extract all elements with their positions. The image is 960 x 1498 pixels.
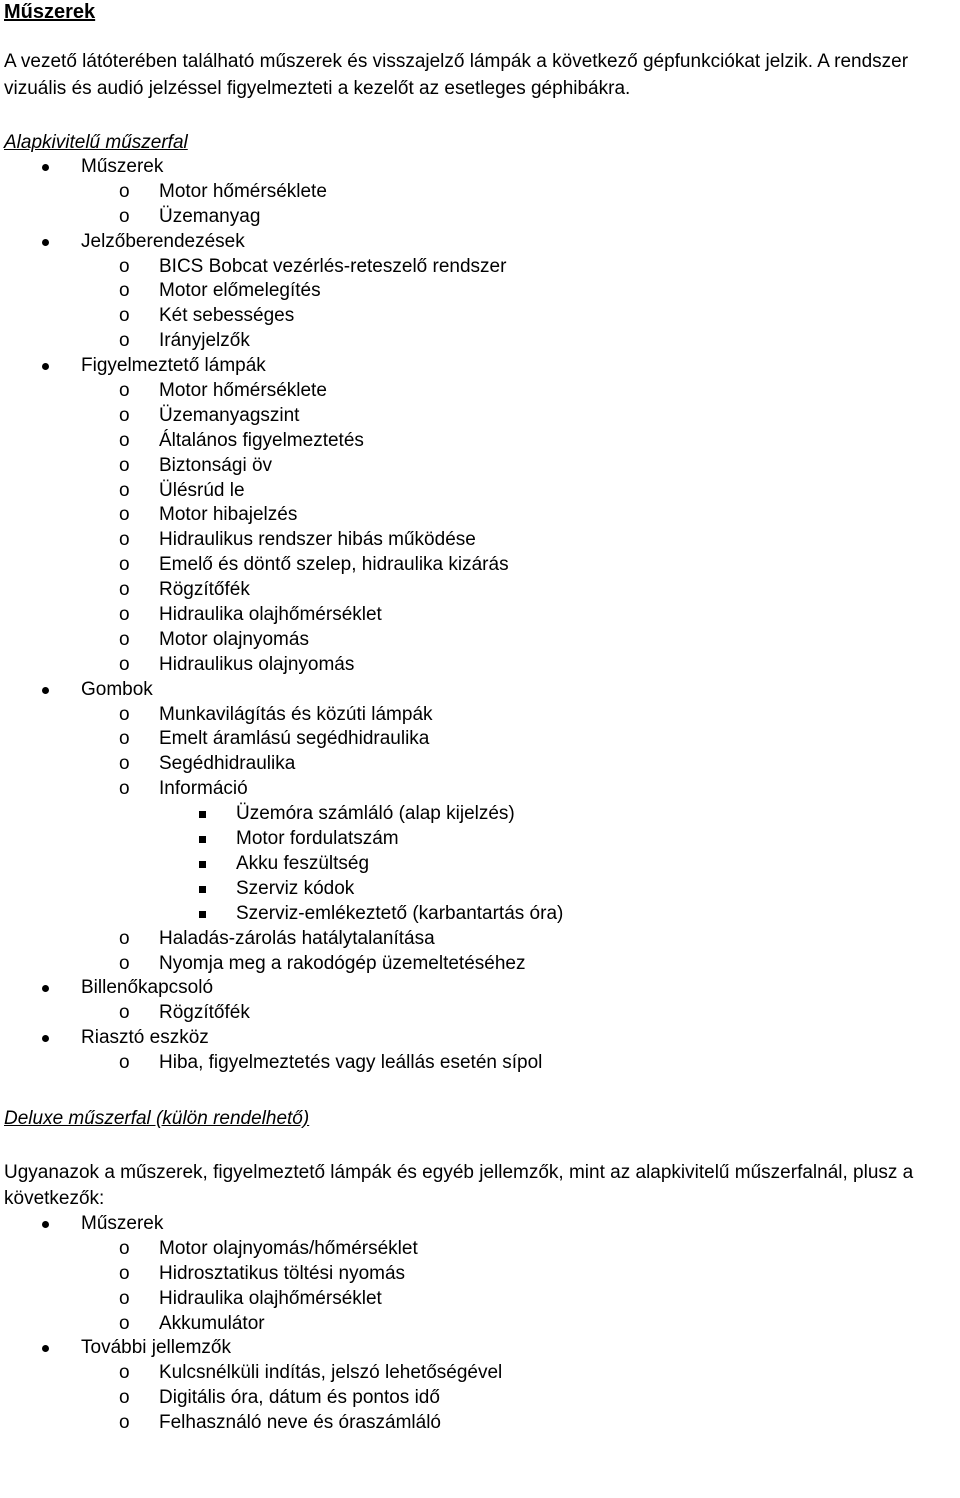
circle-bullet-icon: o bbox=[119, 479, 130, 501]
circle-bullet-icon: o bbox=[119, 255, 130, 277]
circle-bullet-icon: o bbox=[119, 1387, 130, 1409]
sub-list-item bbox=[4, 578, 960, 603]
list-item-label: Műszerek bbox=[81, 1212, 164, 1234]
sub-list-item bbox=[4, 329, 960, 354]
deluxe-panel-heading: Deluxe műszerfal (külön rendelhető) bbox=[4, 1107, 310, 1129]
list-item-label: Rögzítőfék bbox=[159, 1002, 250, 1024]
sub-list-item bbox=[4, 727, 960, 752]
circle-bullet-icon: o bbox=[119, 504, 130, 526]
circle-bullet-icon: o bbox=[119, 1287, 130, 1309]
list-item-label: Biztonsági öv bbox=[159, 454, 273, 476]
circle-bullet-icon: o bbox=[119, 927, 130, 949]
disc-bullet-icon bbox=[42, 985, 49, 992]
square-bullet-icon bbox=[199, 836, 206, 843]
sub-sub-list-item bbox=[4, 877, 960, 902]
list-item-label: Jelzőberendezések bbox=[81, 230, 245, 252]
list-item-label: Billenőkapcsoló bbox=[81, 977, 214, 999]
basic-panel-list bbox=[4, 155, 960, 1076]
sub-list-item bbox=[4, 1287, 960, 1312]
circle-bullet-icon: o bbox=[119, 380, 130, 402]
list-item-label: Műszerek bbox=[81, 156, 164, 177]
sub-list-item bbox=[4, 304, 960, 329]
sub-list-item bbox=[4, 628, 960, 653]
disc-bullet-icon bbox=[42, 1221, 49, 1228]
circle-bullet-icon: o bbox=[119, 180, 130, 202]
square-bullet-icon bbox=[199, 911, 206, 918]
circle-bullet-icon: o bbox=[119, 1237, 130, 1259]
list-item-label: Emelő és döntő szelep, hidraulika kizárás bbox=[159, 554, 509, 576]
list-item bbox=[4, 354, 960, 379]
sub-list-item bbox=[4, 279, 960, 304]
list-item bbox=[4, 1212, 960, 1237]
sub-list-item bbox=[4, 205, 960, 230]
circle-bullet-icon: o bbox=[119, 753, 130, 775]
disc-bullet-icon bbox=[42, 687, 49, 694]
sub-sub-list-item bbox=[4, 852, 960, 877]
list-item-label: Üzemóra számláló (alap kijelzés) bbox=[236, 803, 515, 825]
list-item bbox=[4, 1026, 960, 1051]
sub-list-item bbox=[4, 1312, 960, 1337]
list-item-label: BICS Bobcat vezérlés-reteszelő rendszer bbox=[159, 255, 507, 277]
list-item-label: Szerviz kódok bbox=[236, 877, 355, 899]
circle-bullet-icon: o bbox=[119, 653, 130, 675]
circle-bullet-icon: o bbox=[119, 330, 130, 352]
disc-bullet-icon bbox=[42, 1035, 49, 1042]
circle-bullet-icon: o bbox=[119, 1362, 130, 1384]
sub-list-item bbox=[4, 1237, 960, 1262]
sub-list-item bbox=[4, 777, 960, 802]
list-item-label: Általános figyelmeztetés bbox=[159, 429, 364, 451]
list-item-label: Hidraulika olajhőmérséklet bbox=[159, 604, 382, 626]
sub-list-item bbox=[4, 255, 960, 280]
list-item-label: Motor olajnyomás bbox=[159, 628, 309, 650]
basic-panel-heading: Alapkivitelű műszerfal bbox=[4, 132, 188, 153]
circle-bullet-icon: o bbox=[119, 1412, 130, 1434]
list-item-label: Felhasználó neve és óraszámláló bbox=[159, 1412, 441, 1434]
circle-bullet-icon: o bbox=[119, 952, 130, 974]
circle-bullet-icon: o bbox=[119, 1002, 130, 1024]
sub-list-item bbox=[4, 1001, 960, 1026]
circle-bullet-icon: o bbox=[119, 429, 130, 451]
list-item-label: Hidrosztatikus töltési nyomás bbox=[159, 1262, 406, 1284]
sub-list-item bbox=[4, 603, 960, 628]
sub-list-item bbox=[4, 1411, 960, 1436]
circle-bullet-icon: o bbox=[119, 604, 130, 626]
circle-bullet-icon: o bbox=[119, 554, 130, 576]
sub-list-item bbox=[4, 503, 960, 528]
list-item-label: Riasztó eszköz bbox=[81, 1027, 209, 1049]
list-item-label: Két sebességes bbox=[159, 305, 295, 327]
list-item-label: Motor fordulatszám bbox=[236, 828, 399, 850]
circle-bullet-icon: o bbox=[119, 778, 130, 800]
sub-list-item bbox=[4, 927, 960, 952]
disc-bullet-icon bbox=[42, 164, 49, 171]
sub-list-item bbox=[4, 703, 960, 728]
deluxe-panel-list bbox=[4, 1212, 960, 1436]
list-item-label: Segédhidraulika bbox=[159, 753, 296, 775]
list-item-label: Irányjelzők bbox=[159, 330, 250, 352]
list-item bbox=[4, 230, 960, 255]
list-item-label: Rögzítőfék bbox=[159, 579, 250, 601]
list-item bbox=[4, 976, 960, 1001]
sub-list-item bbox=[4, 528, 960, 553]
list-item-label: Hidraulika olajhőmérséklet bbox=[159, 1287, 382, 1309]
circle-bullet-icon: o bbox=[119, 454, 130, 476]
list-item-label: Nyomja meg a rakodógép üzemeltetéséhez bbox=[159, 952, 526, 974]
circle-bullet-icon: o bbox=[119, 404, 130, 426]
square-bullet-icon bbox=[199, 811, 206, 818]
sub-list-item bbox=[4, 1386, 960, 1411]
sub-list-item bbox=[4, 1051, 960, 1076]
page-title: Műszerek bbox=[4, 1, 96, 23]
list-item-label: Hiba, figyelmeztetés vagy leállás esetén sípol bbox=[159, 1052, 543, 1074]
sub-list-item bbox=[4, 180, 960, 205]
sub-list-item bbox=[4, 752, 960, 777]
circle-bullet-icon: o bbox=[119, 305, 130, 327]
list-item-label: Hidraulikus rendszer hibás működése bbox=[159, 529, 476, 551]
list-item-label: Üzemanyagszint bbox=[159, 404, 300, 426]
circle-bullet-icon: o bbox=[119, 280, 130, 302]
list-item-label: További jellemzők bbox=[81, 1337, 231, 1359]
list-item-label: Emelt áramlású segédhidraulika bbox=[159, 728, 430, 750]
disc-bullet-icon bbox=[42, 1345, 49, 1352]
sub-sub-list-item bbox=[4, 827, 960, 852]
list-item-label: Motor olajnyomás/hőmérséklet bbox=[159, 1237, 418, 1259]
circle-bullet-icon: o bbox=[119, 1312, 130, 1334]
deluxe-intro-paragraph: Ugyanazok a műszerek, figyelmeztető lámpák és egyéb jellemzők, mint az alapkivitelű műszerfalnál, plusz a következők: bbox=[4, 1161, 914, 1209]
square-bullet-icon bbox=[199, 886, 206, 893]
list-item-label: Motor hőmérséklete bbox=[159, 180, 327, 202]
sub-list-item bbox=[4, 553, 960, 578]
circle-bullet-icon: o bbox=[119, 579, 130, 601]
sub-list-item bbox=[4, 952, 960, 977]
circle-bullet-icon: o bbox=[119, 1052, 130, 1074]
list-item-label: Motor előmelegítés bbox=[159, 280, 321, 302]
list-item-label: Akku feszültség bbox=[236, 852, 370, 874]
sub-list-item bbox=[4, 1361, 960, 1386]
sub-list-item bbox=[4, 454, 960, 479]
list-item-label: Hidraulikus olajnyomás bbox=[159, 653, 355, 675]
list-item-label: Motor hőmérséklete bbox=[159, 380, 327, 402]
circle-bullet-icon: o bbox=[119, 628, 130, 650]
list-item-label: Digitális óra, dátum és pontos idő bbox=[159, 1387, 440, 1409]
disc-bullet-icon bbox=[42, 363, 49, 370]
list-item bbox=[4, 155, 960, 180]
list-item-label: Ülésrúd le bbox=[159, 479, 245, 501]
sub-list-item bbox=[4, 429, 960, 454]
square-bullet-icon bbox=[199, 861, 206, 868]
list-item-label: Gombok bbox=[81, 678, 153, 700]
circle-bullet-icon: o bbox=[119, 1262, 130, 1284]
sub-list-item bbox=[4, 404, 960, 429]
sub-list-item bbox=[4, 653, 960, 678]
sub-sub-list-item bbox=[4, 902, 960, 927]
list-item-label: Haladás-zárolás hatálytalanítása bbox=[159, 927, 435, 949]
list-item-label: Szerviz-emlékeztető (karbantartás óra) bbox=[236, 902, 564, 924]
list-item-label: Figyelmeztető lámpák bbox=[81, 355, 266, 377]
circle-bullet-icon: o bbox=[119, 728, 130, 750]
list-item-label: Üzemanyag bbox=[159, 205, 261, 227]
list-item-label: Kulcsnélküli indítás, jelszó lehetőségével bbox=[159, 1362, 503, 1384]
list-item-label: Motor hibajelzés bbox=[159, 504, 298, 526]
document bbox=[4, 0, 960, 1436]
circle-bullet-icon: o bbox=[119, 529, 130, 551]
list-item bbox=[4, 1336, 960, 1361]
list-item-label: Akkumulátor bbox=[159, 1312, 265, 1334]
list-item-label: Információ bbox=[159, 778, 248, 800]
sub-list-item bbox=[4, 479, 960, 504]
sub-list-item bbox=[4, 1262, 960, 1287]
circle-bullet-icon: o bbox=[119, 703, 130, 725]
disc-bullet-icon bbox=[42, 239, 49, 246]
list-item bbox=[4, 678, 960, 703]
circle-bullet-icon: o bbox=[119, 205, 130, 227]
sub-list-item bbox=[4, 379, 960, 404]
intro-paragraph: A vezető látóterében található műszerek és visszajelző lámpák a következő gépfunkciókat jelzik. A rendszer vizuális és audió jelzéssel figyelmezteti a kezelőt az esetleges géphibákra. bbox=[4, 51, 909, 99]
sub-sub-list-item bbox=[4, 802, 960, 827]
list-item-label: Munkavilágítás és közúti lámpák bbox=[159, 703, 433, 725]
